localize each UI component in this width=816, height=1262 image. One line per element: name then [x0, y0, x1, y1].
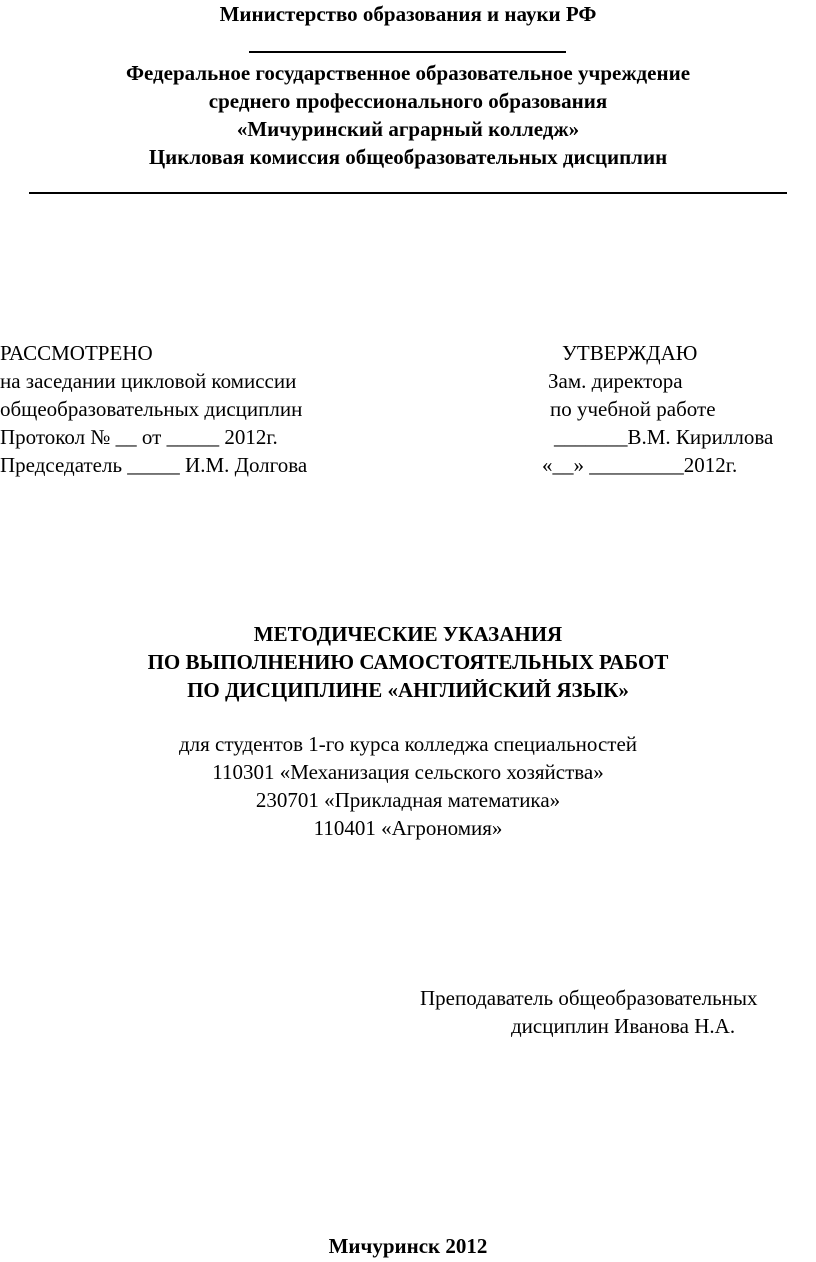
ministry-heading: Министерство образования и науки РФ	[219, 2, 597, 26]
place-year: Мичуринск 2012	[328, 1234, 488, 1258]
commission-name: Цикловая комиссия общеобразовательных дисциплин	[148, 145, 668, 169]
doc-title-line-3: ПО ДИСЦИПЛИНЕ «АНГЛИЙСКИЙ ЯЗЫК»	[187, 678, 629, 702]
approval-left-protocol: Протокол № __ от _____ 2012г.	[0, 425, 278, 449]
approval-left-heading: РАССМОТРЕНО	[0, 341, 153, 365]
college-name: «Мичуринский аграрный колледж»	[236, 117, 580, 141]
institution-line-2: среднего профессионального образования	[208, 89, 608, 113]
approval-left-line-2: общеобразовательных дисциплин	[0, 397, 303, 421]
approval-right-date: «__» _________2012г.	[542, 453, 738, 477]
specialty-2: 230701 «Прикладная математика»	[255, 788, 561, 812]
header-divider-short	[249, 51, 566, 53]
author-line-2: дисциплин Иванова Н.А.	[511, 1014, 736, 1038]
approval-right-heading: УТВЕРЖДАЮ	[562, 341, 698, 365]
specialty-3: 110401 «Агрономия»	[313, 816, 503, 840]
doc-title-line-2: ПО ВЫПОЛНЕНИЮ САМОСТОЯТЕЛЬНЫХ РАБОТ	[147, 650, 669, 674]
specialty-1: 110301 «Механизация сельского хозяйства»	[212, 760, 604, 784]
doc-title-line-1: МЕТОДИЧЕСКИЕ УКАЗАНИЯ	[253, 622, 563, 646]
approval-left-chairman: Председатель _____ И.М. Долгова	[0, 453, 308, 477]
approval-left-line-1: на заседании цикловой комиссии	[0, 369, 297, 393]
audience-line: для студентов 1-го курса колледжа специальностей	[178, 732, 638, 756]
header-divider-long	[29, 192, 787, 194]
approval-right-line-2: по учебной работе	[550, 397, 716, 421]
institution-line-1: Федеральное государственное образовательное учреждение	[125, 61, 691, 85]
approval-right-signature: _______В.М. Кириллова	[554, 425, 774, 449]
author-line-1: Преподаватель общеобразовательных	[420, 986, 758, 1010]
approval-right-line-1: Зам. директора	[548, 369, 683, 393]
